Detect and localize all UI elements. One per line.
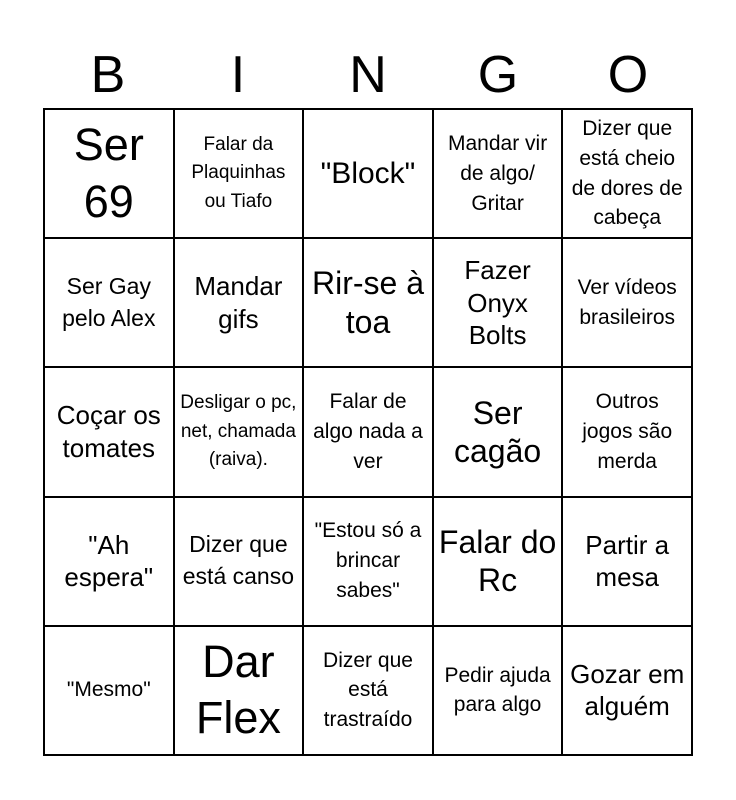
- cell-text: "Ah espera": [64, 529, 154, 593]
- bingo-cell[interactable]: [303, 367, 433, 496]
- bingo-title: [43, 44, 693, 106]
- bingo-cell[interactable]: [562, 626, 692, 755]
- cell-text: Pedir ajuda para algo: [444, 663, 551, 717]
- cell-text: "Estou só a brincar sabes": [314, 519, 422, 603]
- bingo-cell[interactable]: [44, 497, 174, 626]
- cell-text: Outros jogos são merda: [582, 390, 673, 473]
- bingo-cell[interactable]: [303, 626, 433, 755]
- cell-text: "Block": [320, 156, 416, 190]
- cell-text: Ser 69: [73, 118, 144, 227]
- bingo-cell[interactable]: [433, 497, 563, 626]
- title-letter-b: B: [90, 46, 126, 104]
- bingo-cell[interactable]: [174, 367, 304, 496]
- bingo-cell[interactable]: [433, 238, 563, 367]
- cell-text: Rir-se à toa: [311, 265, 424, 340]
- cell-text: Coçar os tomates: [56, 400, 161, 463]
- cell-text: Dizer que está cheio de dores de cabeça: [571, 116, 683, 230]
- bingo-cell[interactable]: [174, 238, 304, 367]
- cell-text: Fazer Onyx Bolts: [464, 255, 531, 351]
- bingo-cell[interactable]: [174, 109, 304, 238]
- bingo-cell[interactable]: [44, 109, 174, 238]
- bingo-cell[interactable]: [433, 367, 563, 496]
- cell-text: "Mesmo": [66, 678, 151, 702]
- bingo-cell[interactable]: [174, 626, 304, 755]
- cell-text: Dar Flex: [195, 635, 281, 744]
- bingo-cell[interactable]: [433, 626, 563, 755]
- bingo-cell[interactable]: [174, 497, 304, 626]
- bingo-cell[interactable]: [44, 238, 174, 367]
- cell-text: Ver vídeos brasileiros: [577, 275, 677, 329]
- title-letter-i: I: [230, 46, 246, 104]
- bingo-cell[interactable]: [303, 109, 433, 238]
- cell-text: Mandar vir de algo/ Gritar: [447, 131, 548, 215]
- bingo-cell[interactable]: [44, 626, 174, 755]
- bingo-cell[interactable]: [433, 109, 563, 238]
- cell-text: Mandar gifs: [194, 271, 283, 334]
- cell-text: Desligar o pc, net, chamada (raiva).: [180, 392, 297, 471]
- cell-text: Gozar em alguém: [570, 658, 685, 722]
- title-letter-g: G: [477, 46, 519, 104]
- cell-text: Dizer que está canso: [182, 531, 295, 590]
- cell-text: Falar de algo nada a ver: [313, 390, 423, 473]
- title-letter-n: N: [349, 46, 387, 104]
- bingo-board: [43, 108, 693, 756]
- cell-text: Falar do Rc: [438, 523, 557, 599]
- bingo-cell[interactable]: [562, 109, 692, 238]
- title-letter-o: O: [607, 46, 649, 104]
- bingo-cell[interactable]: [44, 367, 174, 496]
- cell-text: Ser cagão: [454, 394, 542, 469]
- bingo-cell[interactable]: [562, 238, 692, 367]
- bingo-cell[interactable]: [303, 238, 433, 367]
- bingo-cell[interactable]: [562, 497, 692, 626]
- bingo-cell[interactable]: [562, 367, 692, 496]
- cell-text: Partir a mesa: [585, 529, 670, 593]
- bingo-cell[interactable]: [303, 497, 433, 626]
- cell-text: Dizer que está trastraído: [323, 648, 413, 732]
- cell-text: Ser Gay pelo Alex: [62, 273, 156, 331]
- cell-text: Falar da Plaquinhas ou Tiafo: [191, 133, 286, 212]
